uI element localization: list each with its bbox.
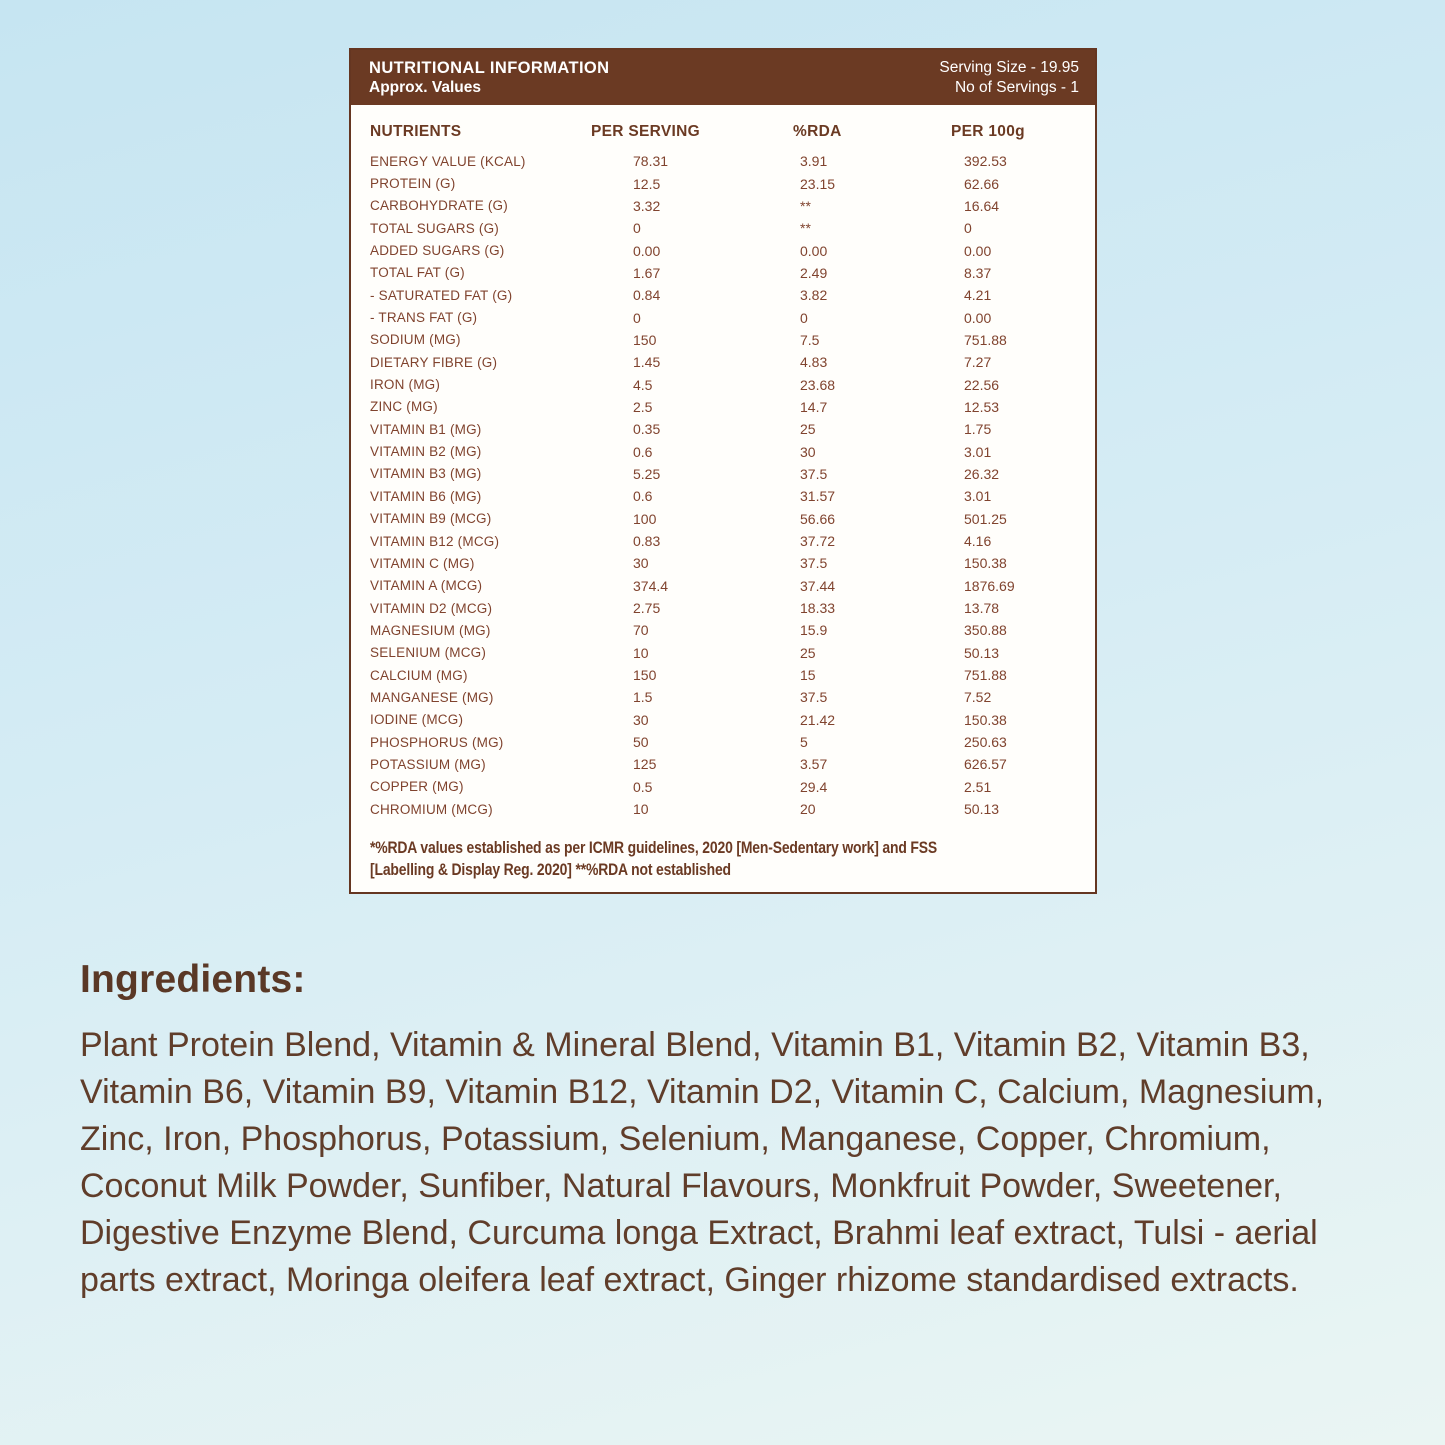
- table-row: [370, 485, 1079, 507]
- per-serving-value: 0.00: [633, 242, 661, 259]
- per-100g-value: 2.51: [964, 778, 992, 795]
- nutrient-label: VITAMIN B1 (MG): [370, 421, 482, 437]
- rda-value: 21.42: [800, 711, 836, 728]
- table-row: [370, 709, 1079, 731]
- per-100g-value: 4.16: [964, 533, 992, 550]
- table-row: [370, 373, 1079, 395]
- per-serving-value: 30: [633, 555, 649, 572]
- per-100g-value: 3.01: [964, 488, 992, 505]
- per-100g-value: 1.75: [964, 421, 992, 438]
- nutrient-label: MANGANESE (MG): [370, 689, 494, 705]
- table-row: [370, 172, 1079, 194]
- per-serving-value: 0: [633, 309, 641, 326]
- nutrient-label: VITAMIN B6 (MG): [370, 488, 482, 504]
- per-serving-value: 70: [633, 622, 649, 639]
- per-100g-value: 7.27: [964, 354, 992, 371]
- nutrient-label: POTASSIUM (MG): [370, 756, 486, 772]
- per-100g-value: 50.13: [964, 801, 1000, 818]
- rda-value: 37.5: [800, 689, 828, 706]
- rda-footnote: *%RDA values established as per ICMR guidelines, 2020 [Men-Sedentary work] and FSS [Labelling & Display Reg. 2020] **%RDA not established: [370, 838, 938, 879]
- column-header-nutrients: NUTRIENTS: [370, 123, 462, 140]
- nutrient-label: MAGNESIUM (MG): [370, 622, 491, 638]
- nutrient-label: IODINE (MCG): [370, 712, 464, 728]
- nutrition-facts-panel: [349, 48, 1097, 894]
- nutrient-label: VITAMIN B3 (MG): [370, 466, 482, 482]
- table-row: [370, 262, 1079, 284]
- nutrient-label: TOTAL SUGARS (G): [370, 220, 499, 236]
- per-100g-value: 150.38: [964, 711, 1007, 728]
- rda-value: 3.91: [800, 153, 828, 170]
- nutrient-label: CHROMIUM (MCG): [370, 801, 493, 817]
- nutrient-label: IRON (MG): [370, 377, 441, 393]
- table-row: [370, 306, 1079, 328]
- nutrient-label: ENERGY VALUE (KCAL): [370, 153, 526, 169]
- table-row: [370, 463, 1079, 485]
- per-100g-value: 26.32: [964, 465, 1000, 482]
- table-row: [370, 664, 1079, 686]
- rda-value: 14.7: [800, 398, 828, 415]
- table-row: [370, 686, 1079, 708]
- per-serving-value: 0.6: [633, 443, 653, 460]
- per-100g-value: 12.53: [964, 398, 1000, 415]
- per-100g-value: 0: [964, 220, 972, 237]
- table-row: [370, 195, 1079, 217]
- per-serving-value: 0.5: [633, 778, 653, 795]
- table-row: [370, 418, 1079, 440]
- table-row: [370, 575, 1079, 597]
- per-serving-value: 50: [633, 734, 649, 751]
- table-row: [370, 798, 1079, 820]
- nutrient-label: SELENIUM (MCG): [370, 645, 487, 661]
- per-100g-value: 50.13: [964, 644, 1000, 661]
- table-row: [370, 396, 1079, 418]
- rda-value: 37.44: [800, 577, 836, 594]
- table-row: [370, 619, 1079, 641]
- per-serving-value: 374.4: [633, 577, 669, 594]
- rda-value: 3.82: [800, 287, 828, 304]
- nutrient-label: CALCIUM (MG): [370, 667, 468, 683]
- panel-header: [351, 50, 1095, 105]
- per-100g-value: 7.52: [964, 689, 992, 706]
- nutrient-label: DIETARY FIBRE (G): [370, 354, 498, 370]
- rda-value: 30: [800, 443, 816, 460]
- per-serving-value: 5.25: [633, 465, 661, 482]
- table-row: [370, 552, 1079, 574]
- table-row: [370, 329, 1079, 351]
- table-row: [370, 284, 1079, 306]
- per-100g-value: 1876.69: [964, 577, 1015, 594]
- rda-value: 0.00: [800, 242, 828, 259]
- nutrient-label: COPPER (MG): [370, 779, 464, 795]
- per-serving-value: 150: [633, 667, 657, 684]
- per-serving-value: 1.5: [633, 689, 653, 706]
- rda-value: 18.33: [800, 600, 836, 617]
- nutrient-label: VITAMIN B12 (MCG): [370, 533, 500, 549]
- per-serving-value: 0.35: [633, 421, 661, 438]
- nutrient-label: CARBOHYDRATE (G): [370, 198, 508, 214]
- rda-value: **: [800, 197, 811, 214]
- per-100g-value: 4.21: [964, 287, 992, 304]
- per-serving-value: 3.32: [633, 197, 661, 214]
- per-serving-value: 0.83: [633, 533, 661, 550]
- per-100g-value: 3.01: [964, 443, 992, 460]
- table-row: [370, 239, 1079, 261]
- per-100g-value: 350.88: [964, 622, 1007, 639]
- nutrient-label: - SATURATED FAT (G): [370, 287, 513, 303]
- rda-value: 37.5: [800, 465, 828, 482]
- panel-subtitle: Approx. Values: [369, 79, 481, 96]
- per-100g-value: 150.38: [964, 555, 1007, 572]
- table-row: [370, 776, 1079, 798]
- per-serving-value: 0: [633, 220, 641, 237]
- table-row: [370, 440, 1079, 462]
- nutrient-label: VITAMIN A (MCG): [370, 578, 483, 594]
- per-serving-value: 0.6: [633, 488, 653, 505]
- per-100g-value: 501.25: [964, 510, 1007, 527]
- nutrient-table: [351, 150, 1095, 820]
- nutrient-label: PHOSPHORUS (MG): [370, 734, 504, 750]
- per-serving-value: 78.31: [633, 153, 669, 170]
- rda-value: 23.15: [800, 175, 836, 192]
- rda-value: 2.49: [800, 264, 828, 281]
- nutrient-label: ZINC (MG): [370, 399, 438, 415]
- per-serving-value: 1.45: [633, 354, 661, 371]
- nutrient-label: ADDED SUGARS (G): [370, 243, 505, 259]
- per-100g-value: 0.00: [964, 242, 992, 259]
- per-serving-value: 0.84: [633, 287, 661, 304]
- table-column-headers: [351, 105, 1095, 141]
- per-100g-value: 626.57: [964, 756, 1007, 773]
- per-serving-value: 2.75: [633, 600, 661, 617]
- table-row: [370, 150, 1079, 172]
- table-row: [370, 597, 1079, 619]
- nutrient-label: VITAMIN C (MG): [370, 555, 475, 571]
- table-row: [370, 530, 1079, 552]
- rda-value: **: [800, 220, 811, 237]
- ingredients-text: Plant Protein Blend, Vitamin & Mineral Blend, Vitamin B1, Vitamin B2, Vitamin B3, Vitamin B6, Vitamin B9, Vitamin B12, Vitamin D2, Vitamin C, Calcium, Magnesium, Zinc, Iron, Phosphorus, Potassium, Selenium, Manganese, Copper, Chromium, Coconut Milk Powder, Sunfiber, Natural Flavours, Monkfruit Powder, Sweetener, Digestive Enzyme Blend, Curcuma longa Extract, Brahmi leaf extract, Tulsi - aerial parts extract, Moringa oleifera leaf extract, Ginger rhizome standardised extracts.: [80, 1026, 1325, 1299]
- table-row: [370, 753, 1079, 775]
- nutrient-label: VITAMIN D2 (MCG): [370, 600, 493, 616]
- per-100g-value: 751.88: [964, 667, 1007, 684]
- rda-value: 4.83: [800, 354, 828, 371]
- per-100g-value: 62.66: [964, 175, 1000, 192]
- rda-value: 23.68: [800, 376, 836, 393]
- column-header-rda: %RDA: [793, 123, 842, 140]
- per-serving-value: 150: [633, 331, 657, 348]
- table-row: [370, 508, 1079, 530]
- rda-value: 25: [800, 421, 816, 438]
- rda-value: 31.57: [800, 488, 836, 505]
- rda-value: 7.5: [800, 331, 820, 348]
- per-serving-value: 30: [633, 711, 649, 728]
- panel-title: NUTRITIONAL INFORMATION: [369, 59, 610, 77]
- rda-value: 56.66: [800, 510, 836, 527]
- per-100g-value: 8.37: [964, 264, 992, 281]
- rda-value: 5: [800, 734, 808, 751]
- rda-value: 3.57: [800, 756, 828, 773]
- per-100g-value: 751.88: [964, 331, 1007, 348]
- column-header-per-100g: PER 100g: [951, 123, 1025, 140]
- per-serving-value: 125: [633, 756, 657, 773]
- rda-value: 15: [800, 667, 816, 684]
- ingredients-heading: Ingredients:: [80, 958, 306, 1001]
- panel-header-titles: [369, 58, 609, 97]
- per-100g-value: 392.53: [964, 153, 1007, 170]
- table-row: [370, 351, 1079, 373]
- per-serving-value: 10: [633, 801, 649, 818]
- table-row: [370, 217, 1079, 239]
- serving-size: Serving Size - 19.95: [939, 58, 1079, 76]
- table-row: [370, 642, 1079, 664]
- per-serving-value: 4.5: [633, 376, 653, 393]
- nutrient-label: VITAMIN B9 (MCG): [370, 511, 492, 527]
- per-serving-value: 12.5: [633, 175, 661, 192]
- per-serving-value: 10: [633, 644, 649, 661]
- nutrient-label: - TRANS FAT (G): [370, 310, 478, 326]
- per-100g-value: 13.78: [964, 600, 1000, 617]
- rda-value: 37.72: [800, 533, 836, 550]
- per-serving-value: 2.5: [633, 398, 653, 415]
- nutrient-label: SODIUM (MG): [370, 332, 461, 348]
- nutrient-label: PROTEIN (G): [370, 176, 456, 192]
- nutrient-label: VITAMIN B2 (MG): [370, 444, 482, 460]
- per-100g-value: 250.63: [964, 734, 1007, 751]
- rda-value: 37.5: [800, 555, 828, 572]
- per-100g-value: 22.56: [964, 376, 1000, 393]
- rda-value: 20: [800, 801, 816, 818]
- table-row: [370, 731, 1079, 753]
- servings-count: No of Servings - 1: [954, 78, 1079, 96]
- per-100g-value: 0.00: [964, 309, 992, 326]
- per-serving-value: 100: [633, 510, 657, 527]
- per-100g-value: 16.64: [964, 197, 1000, 214]
- per-serving-value: 1.67: [633, 264, 661, 281]
- serving-info: [939, 58, 1079, 98]
- rda-value: 25: [800, 644, 816, 661]
- rda-value: 0: [800, 309, 808, 326]
- rda-value: 15.9: [800, 622, 828, 639]
- rda-value: 29.4: [800, 778, 828, 795]
- nutrient-label: TOTAL FAT (G): [370, 265, 465, 281]
- column-header-per-serving: PER SERVING: [591, 123, 700, 140]
